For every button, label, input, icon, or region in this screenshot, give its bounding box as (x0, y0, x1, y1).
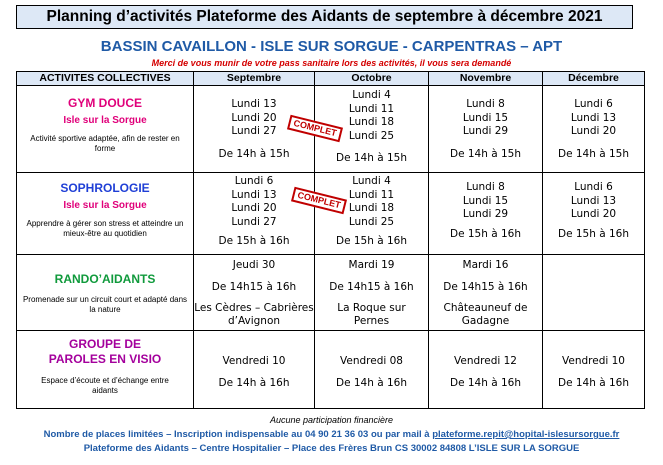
session-date: Lundi 15 (462, 111, 509, 124)
activity-description: Apprendre à gérer son stress et atteindre un mieux-être au quotidien (26, 219, 184, 238)
session-date: Jeudi 30 (232, 259, 276, 271)
session-time: De 14h à 16h (335, 377, 408, 389)
activity-location: Isle sur la Sorgue (63, 200, 147, 211)
session-time: De 15h à 16h (557, 227, 630, 240)
december-cell (543, 255, 645, 331)
activity-name: GYM DOUCE (67, 96, 142, 110)
session-date: Lundi 20 (570, 208, 617, 220)
december-cell (543, 86, 645, 173)
september-cell (194, 331, 315, 409)
december-cell (543, 331, 645, 409)
session-date: Mardi 19 (348, 259, 395, 271)
session-time: De 14h à 15h (218, 147, 290, 160)
complet-stamp: COMPLET (291, 187, 347, 215)
schedule-table (16, 71, 645, 409)
header-october: Octobre (315, 72, 429, 86)
session-date: Lundi 4 (352, 89, 391, 101)
september-cell (194, 173, 315, 255)
address-line: Plateforme des Aidants – Centre Hospitalier – Place des Frères Brun CS 30002 84808 L’ISLE SUR LA SORGUE (83, 443, 580, 454)
session-date: Lundi 25 (348, 129, 395, 142)
registration-text: Nombre de places limitées – Inscription indispensable au 04 90 21 36 03 ou par mail à (43, 429, 433, 440)
session-date: Vendredi 08 (340, 355, 403, 367)
activity-name: RANDO’AIDANTS (54, 272, 156, 286)
session-date: Lundi 13 (231, 188, 277, 201)
session-date: Lundi 29 (462, 208, 509, 220)
session-place: Les Cèdres – Cabrières d’Avignon (194, 302, 314, 327)
activity-cell (17, 331, 194, 409)
session-date: Lundi 15 (462, 194, 509, 207)
header-september: Septembre (194, 72, 315, 86)
complet-stamp: COMPLET (287, 115, 343, 143)
session-date: Lundi 20 (231, 202, 277, 214)
november-cell (429, 173, 543, 255)
session-time: De 15h à 16h (218, 235, 290, 247)
activity-cell (17, 255, 194, 331)
activity-description: Activité sportive adaptée, afin de rester en forme (30, 134, 180, 153)
october-cell (315, 331, 429, 409)
email-link[interactable]: plateforme.repit@hopital-islesursorgue.fr (432, 429, 620, 440)
session-time: De 14h à 16h (557, 377, 630, 389)
header-november: Novembre (429, 72, 543, 86)
session-date: Lundi 13 (570, 194, 617, 207)
session-date: Lundi 6 (574, 181, 613, 193)
session-date: Lundi 6 (234, 175, 274, 187)
pass-notice: Merci de vous munir de votre pass sanitaire lors des activités, il vous sera demandé (151, 58, 512, 68)
session-time: De 14h à 16h (449, 377, 522, 389)
session-date: Lundi 13 (231, 98, 277, 110)
session-date: Lundi 11 (348, 188, 395, 201)
november-cell (429, 86, 543, 173)
activity-cell (17, 173, 194, 255)
session-date: Lundi 4 (352, 175, 391, 187)
activity-description: Espace d’écoute et d’échange entre aidants (41, 376, 169, 395)
participation-note: Aucune participation financière (269, 415, 394, 425)
session-time: De 14h à 15h (335, 152, 408, 164)
activity-row-rando-aidants (17, 255, 645, 331)
session-date: Lundi 11 (348, 102, 395, 115)
header-row (17, 72, 645, 86)
page-subtitle: BASSIN CAVAILLON - ISLE SUR SORGUE - CARPENTRAS – APT (100, 38, 563, 55)
session-time: De 14h15 à 16h (443, 281, 528, 293)
session-date: Lundi 18 (348, 202, 395, 214)
november-cell (429, 255, 543, 331)
october-cell (315, 173, 429, 255)
session-time: De 15h à 16h (335, 235, 408, 247)
activity-row-sophrologie (17, 173, 645, 255)
session-date: Lundi 27 (231, 215, 277, 228)
page-title: Planning d’activités Plateforme des Aidants de septembre à décembre 2021 (16, 5, 633, 29)
session-date: Lundi 6 (574, 98, 613, 110)
session-time: De 14h15 à 16h (329, 281, 414, 293)
session-date: Lundi 8 (466, 181, 505, 193)
session-date: Vendredi 12 (454, 355, 517, 367)
activity-row-groupe-paroles (17, 331, 645, 409)
session-time: De 15h à 16h (449, 227, 522, 240)
session-date: Lundi 25 (348, 215, 395, 228)
session-date: Lundi 29 (462, 125, 509, 137)
september-cell (194, 255, 315, 331)
activity-name: GROUPE DE PAROLES EN VISIO (48, 337, 162, 366)
session-date: Lundi 18 (348, 116, 395, 128)
session-place: Châteauneuf de Gadagne (443, 302, 528, 327)
december-cell (543, 173, 645, 255)
session-place: La Roque sur Pernes (337, 302, 406, 327)
activity-location: Isle sur la Sorgue (63, 115, 147, 126)
session-time: De 14h à 15h (557, 147, 630, 160)
session-date: Lundi 20 (570, 125, 617, 137)
session-date: Lundi 27 (231, 125, 277, 137)
session-date: Lundi 8 (466, 98, 505, 110)
activity-name: SOPHROLOGIE (60, 181, 150, 195)
october-cell (315, 255, 429, 331)
session-time: De 14h à 15h (449, 147, 522, 160)
header-activities: ACTIVITES COLLECTIVES (17, 72, 194, 86)
session-time: De 14h15 à 16h (211, 281, 297, 293)
session-date: Lundi 13 (570, 111, 617, 124)
session-date: Vendredi 10 (222, 355, 286, 367)
header-december: Décembre (543, 72, 645, 86)
november-cell (429, 331, 543, 409)
session-date: Mardi 16 (462, 259, 509, 271)
session-time: De 14h à 16h (218, 377, 290, 389)
session-date: Lundi 20 (231, 111, 277, 124)
activity-cell (17, 86, 194, 173)
registration-note (0, 429, 663, 440)
session-date: Vendredi 10 (562, 355, 625, 367)
activity-description: Promenade sur un circuit court et adapté dans la nature (22, 295, 188, 314)
